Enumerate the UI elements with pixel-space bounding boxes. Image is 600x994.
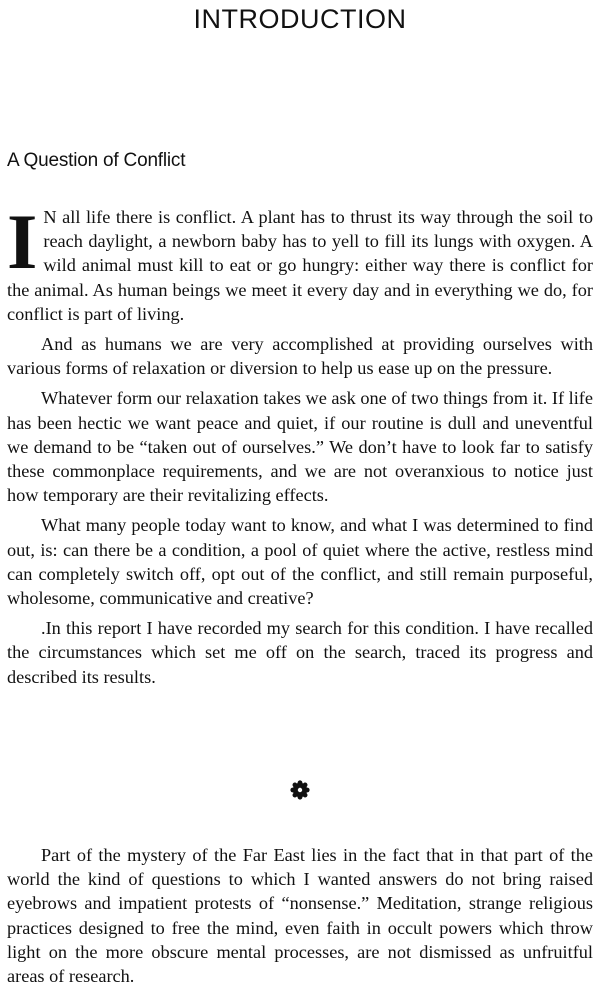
section-title: A Question of Conflict	[7, 150, 186, 171]
chapter-title: INTRODUCTION	[193, 4, 407, 34]
paragraph-4: What many people today want to know, and what I was determined to find out, is: can there be a condition, a pool of quiet where the active, restless mind can completely switch off, opt out of the conflict, and still remain purposeful, wholesome, communicative and creative?	[7, 515, 593, 609]
body-text-section-one	[7, 198, 593, 695]
paragraph-2: And as humans we are very accomplished at providing ourselves with various forms of relaxation or diversion to help us ease up on the pressure.	[7, 334, 593, 379]
paragraph-6: Part of the mystery of the Far East lies in the fact that in that part of the world the kind of questions to which I wanted answers do not bring raised eyebrows and impatient protests of “nonsense.” Meditation, strange religious practices designed to free the mind, even faith in occult powers which throw light on the more obscure mental processes, are not dismissed as unfruitful areas of research.	[7, 845, 593, 987]
drop-cap: I	[7, 198, 38, 285]
body-text-section-two	[7, 843, 593, 994]
paragraph-1-text: N all life there is conflict. A plant has to thrust its way through the soil to reach daylight, a newborn baby has to yell to fill its lungs with oxygen. A wild animal must kill to eat or go hungry: either way there is conflict for the animal. As human beings we meet it every day and in everything we do, for conflict is part of living.	[7, 207, 593, 324]
paragraph-3: Whatever form our relaxation takes we ask one of two things from it. If life has been hectic we want peace and quiet, if our routine is dull and uneventful we demand to be “taken out of ourselves.” We don’t have to look far to satisfy these commonplace requirements, and we are not overanxious to notice just how temporary are their revitalizing effects.	[7, 388, 593, 506]
paragraph-5: .In this report I have recorded my search for this condition. I have recalled the circumstances which set me off on the search, traced its progress and described its results.	[7, 618, 593, 687]
flower-ornament-icon	[290, 780, 310, 800]
paragraph-1	[7, 198, 593, 326]
